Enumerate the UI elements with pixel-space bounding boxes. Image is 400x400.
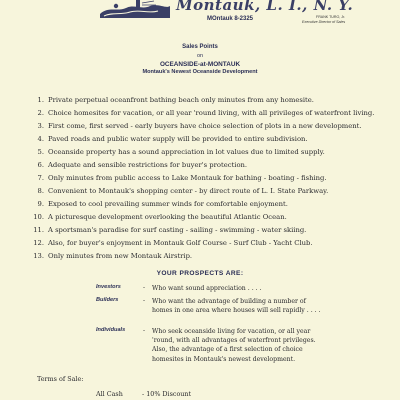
list-item-text: Only minutes from new Montauk Airstrip. bbox=[48, 252, 193, 260]
list-item-text: Only minutes from public access to Lake Montauk for bathing - boating - fishing. bbox=[48, 174, 327, 182]
list-item-number: 12. bbox=[33, 239, 44, 247]
list-item-number: 11. bbox=[33, 226, 44, 234]
list-item-text: Paved roads and public water supply will be provided to entire subdivision. bbox=[48, 135, 308, 143]
list-item bbox=[0, 107, 400, 119]
list-item-text: A picturesque development overlooking the beautiful Atlantic Ocean. bbox=[48, 213, 287, 221]
list-item bbox=[0, 133, 400, 145]
letterhead-script-title: Montauk, L. I., N. Y. bbox=[176, 0, 354, 14]
list-item-text: Exposed to cool prevailing summer winds for comfortable enjoyment. bbox=[48, 200, 288, 208]
letterhead-phone: MOntauk 8-2325 bbox=[207, 16, 254, 22]
list-item bbox=[0, 94, 400, 106]
list-item-text: Private perpetual oceanfront bathing beach only minutes from any homesite. bbox=[48, 96, 314, 104]
list-item bbox=[0, 120, 400, 132]
list-item bbox=[0, 237, 400, 249]
list-item-number: 5. bbox=[37, 148, 44, 156]
list-item-number: 10. bbox=[33, 213, 44, 221]
prospect-label: Individuals bbox=[96, 327, 126, 333]
prospect-label: Investors bbox=[96, 284, 121, 290]
prospect-label: Builders bbox=[96, 297, 119, 303]
list-item-number: 1. bbox=[37, 96, 44, 104]
list-item-text: Adequate and sensible restrictions for buyer's protection. bbox=[48, 161, 248, 169]
term-value: - 10% Discount bbox=[142, 390, 192, 398]
list-item bbox=[0, 172, 400, 184]
list-item-number: 6. bbox=[37, 161, 44, 169]
heading-sales-points: Sales Points bbox=[182, 44, 218, 50]
list-item-text: A sportsman's paradise for surf casting - sailing - swimming - water skiing. bbox=[48, 226, 307, 234]
list-item-number: 7. bbox=[37, 174, 44, 182]
list-item bbox=[0, 146, 400, 158]
letterhead-exec-title: Executive Director of Sales bbox=[302, 20, 346, 24]
list-item-number: 2. bbox=[37, 109, 44, 117]
heading-on: on bbox=[197, 53, 203, 59]
list-item-text: First come, first served - early buyers have choice selection of plots in a new development. bbox=[48, 122, 362, 130]
list-item-number: 4. bbox=[37, 135, 44, 143]
list-item bbox=[0, 224, 400, 236]
list-item bbox=[0, 250, 400, 262]
letterhead-exec-name: FRANK TURO, Jr. bbox=[316, 15, 346, 19]
list-item bbox=[0, 211, 400, 223]
letterhead-lighthouse-artwork bbox=[98, 0, 172, 18]
prospect-description: Who want sound appreciation . . . . bbox=[152, 285, 262, 292]
prospect-dash: - bbox=[143, 327, 146, 334]
prospect-dash: - bbox=[143, 284, 146, 291]
list-item-number: 9. bbox=[37, 200, 44, 208]
term-label: All Cash bbox=[96, 390, 123, 398]
prospect-description: Who seek oceanside living for vacation, or all year 'round, with all advantages of waterfront privileges. Also, the advantage of a first selection of choice homesites in Montauk's newest development. bbox=[152, 328, 316, 363]
list-item bbox=[0, 185, 400, 197]
list-item-text: Convenient to Montauk's shopping center - by direct route of L. I. State Parkway. bbox=[48, 187, 329, 195]
list-item-text: Oceanside property has a sound appreciation in lot values due to limited supply. bbox=[48, 148, 325, 156]
list-item-number: 13. bbox=[33, 252, 44, 260]
list-item bbox=[0, 198, 400, 210]
prospect-dash: - bbox=[143, 297, 146, 304]
heading-development-name: OCEANSIDE-at-MONTAUK bbox=[159, 61, 241, 68]
list-item bbox=[0, 159, 400, 171]
list-item-text: Choice homesites for vacation, or all year 'round living, with all privileges of waterfront living. bbox=[48, 109, 375, 117]
list-item-text: Also, for buyer's enjoyment in Montauk Golf Course - Surf Club - Yacht Club. bbox=[48, 239, 313, 247]
terms-of-sale-label: Terms of Sale: bbox=[37, 375, 84, 383]
heading-tagline: Montauk's Newest Oceanside Development bbox=[142, 69, 258, 75]
prospect-description: Who want the advantage of building a number of homes in one area where houses will sell rapidly . . . . bbox=[152, 298, 321, 315]
list-item-number: 3. bbox=[37, 122, 44, 130]
prospects-heading: YOUR PROSPECTS ARE: bbox=[156, 270, 244, 277]
list-item-number: 8. bbox=[37, 187, 44, 195]
